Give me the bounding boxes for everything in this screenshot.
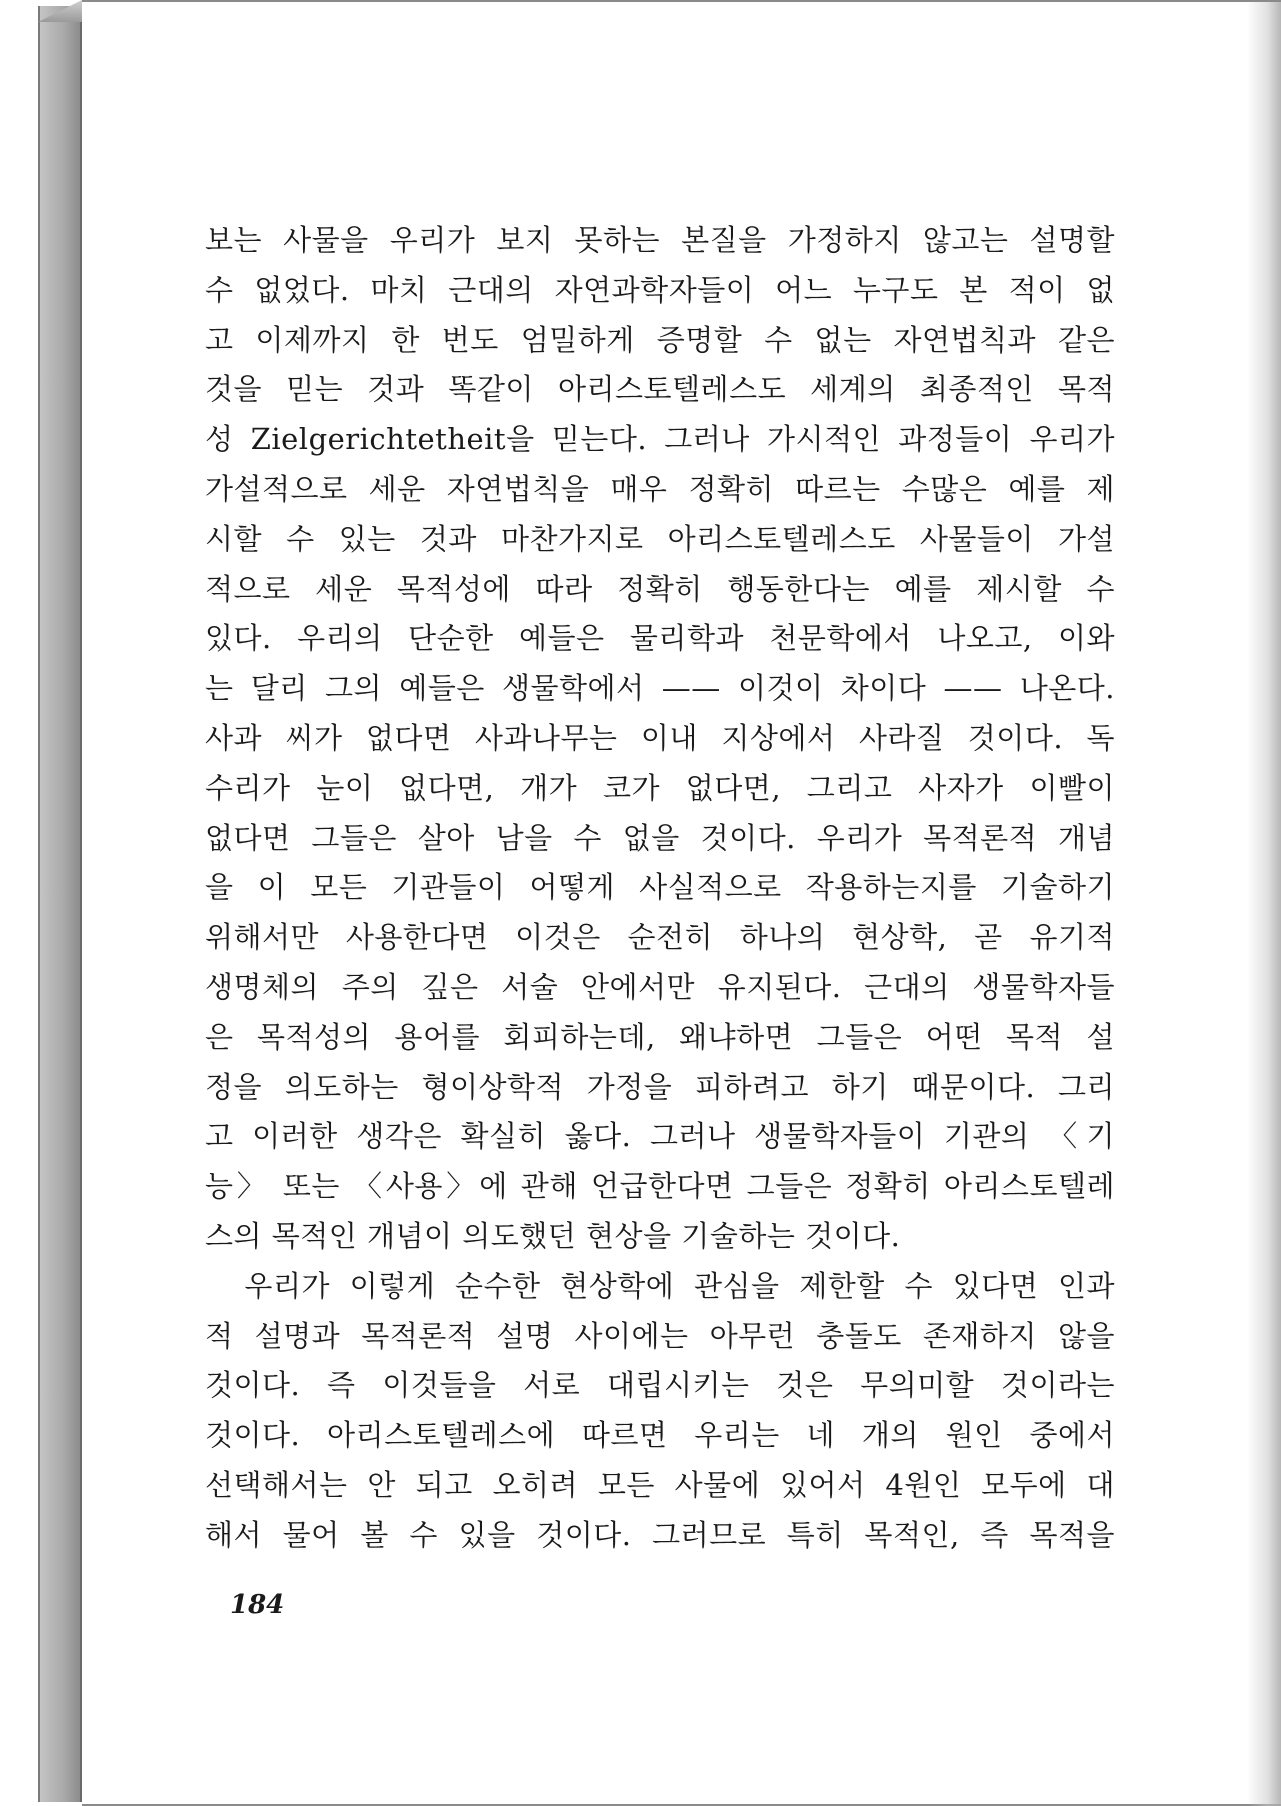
text-line: 은 목적성의 용어를 회피하는데, 왜냐하면 그들은 어떤 목적 설 <box>205 1019 1115 1054</box>
text-line: 것을 믿는 것과 똑같이 아리스토텔레스도 세계의 최종적인 목적 <box>205 372 1115 407</box>
text-line: 생명체의 주의 깊은 서술 안에서만 유지된다. 근대의 생물학자들 <box>205 969 1115 1004</box>
text-line: 적으로 세운 목적성에 따라 정확히 행동한다는 예를 제시할 수 <box>205 571 1115 606</box>
text-line: 고 이러한 생각은 확실히 옳다. 그러나 생물학자들이 기관의 〈기 <box>205 1119 1115 1154</box>
book-spine <box>38 6 82 1802</box>
text-line: 수리가 눈이 없다면, 개가 코가 없다면, 그리고 사자가 이빨이 <box>205 770 1115 805</box>
body-text <box>205 216 1115 1561</box>
text-line: 적 설명과 목적론적 설명 사이에는 아무런 충돌도 존재하지 않을 <box>205 1318 1115 1353</box>
text-line: 위해서만 사용한다면 이것은 순전히 하나의 현상학, 곧 유기적 <box>205 920 1115 955</box>
text-line: 성 Zielgerichtetheit을 믿는다. 그러나 가시적인 과정들이 우리가 <box>205 422 1115 457</box>
text-line: 는 달리 그의 예들은 생물학에서 —— 이것이 차이다 —— 나온다. <box>205 671 1115 706</box>
text-line: 능〉 또는 〈사용〉에 관해 언급한다면 그들은 정확히 아리스토텔레 <box>205 1169 1115 1204</box>
text-line: 해서 물어 볼 수 있을 것이다. 그러므로 특히 목적인, 즉 목적을 <box>205 1517 1115 1552</box>
text-line: 보는 사물을 우리가 보지 못하는 본질을 가정하지 않고는 설명할 <box>205 223 1115 257</box>
text-line: 시할 수 있는 것과 마찬가지로 아리스토텔레스도 사물들이 가설 <box>205 521 1115 556</box>
text-line: 고 이제까지 한 번도 엄밀하게 증명할 수 없는 자연법칙과 같은 <box>205 322 1115 357</box>
text-line: 것이다. 즉 이것들을 서로 대립시키는 것은 무의미할 것이라는 <box>205 1368 1115 1403</box>
text-line: 수 없었다. 마치 근대의 자연과학자들이 어느 누구도 본 적이 없 <box>205 272 1115 307</box>
text-line: 스의 목적인 개념이 의도했던 현상을 기술하는 것이다. <box>205 1218 901 1253</box>
text-line: 우리가 이렇게 순수한 현상학에 관심을 제한할 수 있다면 인과 <box>205 1268 1115 1303</box>
text-line: 정을 의도하는 형이상학적 가정을 피하려고 하기 때문이다. 그리 <box>205 1069 1115 1104</box>
text-line: 을 이 모든 기관들이 어떻게 사실적으로 작용하는지를 기술하기 <box>205 870 1115 905</box>
page-number: 184 <box>230 1590 285 1620</box>
text-line: 것이다. 아리스토텔레스에 따르면 우리는 네 개의 원인 중에서 <box>205 1418 1115 1453</box>
text-line: 있다. 우리의 단순한 예들은 물리학과 천문학에서 나오고, 이와 <box>205 621 1115 656</box>
text-line: 없다면 그들은 살아 남을 수 없을 것이다. 우리가 목적론적 개념 <box>205 820 1115 855</box>
text-line: 선택해서는 안 되고 오히려 모든 사물에 있어서 4원인 모두에 대 <box>205 1467 1115 1502</box>
text-line: 가설적으로 세운 자연법칙을 매우 정확히 따르는 수많은 예를 제 <box>205 471 1115 506</box>
page-edge-shadow <box>1247 2 1281 1806</box>
text-line: 사과 씨가 없다면 사과나무는 이내 지상에서 사라질 것이다. 독 <box>205 720 1115 755</box>
